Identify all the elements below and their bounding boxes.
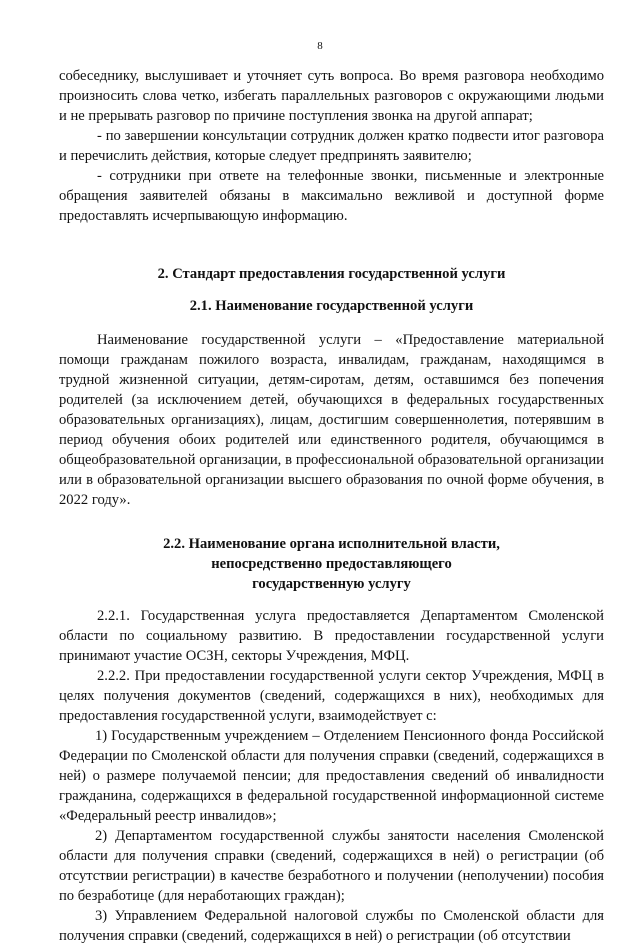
document-body (59, 66, 604, 946)
section-2-1-heading: 2.1. Наименование государственной услуги (189, 298, 474, 314)
paragraph-2-2-1: 2.2.1. Государственная услуга предоставляется Департаментом Смоленской области по социальному развитию. В предоставлении государственной услуги принимают участие ОСЗН, секторы Учреждения, МФЦ. (59, 608, 604, 664)
section-2-2-heading-line: 2.2. Наименование органа исполнительной власти, (163, 536, 500, 552)
paragraph-consultation-summary: - по завершении консультации сотрудник должен кратко подвести итог разговора и перечислить действия, которые следует предпринять заявителю; (59, 128, 604, 164)
page-number: 8 (317, 40, 323, 52)
list-item-tax-service: 3) Управлением Федеральной налоговой службы по Смоленской области для получения справки (сведений, содержащихся в ней) о регистрации (об отсутствии (59, 908, 604, 944)
paragraph-service-name: Наименование государственной услуги – «Предоставление материальной помощи гражданам пожилого возраста, инвалидам, гражданам, находящимся в трудной жизненной ситуации, детям-сиротам, детям, оставшимся без попечения родителей (за исключением детей, обучающихся в федеральных государственных образовательных организациях), лицам, достигшим совершеннолетия, потерявшим в период обучения обоих родителей или единственного родителя, обучающимся в общеобразовательной организации, в профессиональной образовательной организации или в образовательной организации высшего образования по очной форме обучения, в 2022 году». (59, 332, 604, 508)
list-item-pension-fund: 1) Государственным учреждением – Отделением Пенсионного фонда Российской Федерации по Смоленской области для получения справки (сведений, содержащихся в ней) о размере получаемой пенсии; для предоставления сведений об инвалидности гражданина, содержащихся в федеральной государственной информационной системе «Федеральный реестр инвалидов»; (59, 728, 604, 824)
section-2-heading: 2. Стандарт предоставления государственной услуги (157, 266, 506, 282)
paragraph-continuation: собеседнику, выслушивает и уточняет суть вопроса. Во время разговора необходимо произносить слова четко, избегать параллельных разговоров с окружающими людьми и не прерывать разговор по причине поступления звонка на другой аппарат; (59, 68, 604, 124)
paragraph-courtesy-rule: - сотрудники при ответе на телефонные звонки, письменные и электронные обращения заявителей обязаны в максимально вежливой и доступной форме предоставлять исчерпывающую информацию. (59, 168, 604, 224)
section-2-2-heading-line: государственную услугу (252, 576, 411, 592)
section-2-2-heading (59, 534, 604, 594)
list-item-employment-service: 2) Департаментом государственной службы занятости населения Смоленской области для получения справки (сведений, содержащихся в ней) о регистрации (об отсутствии регистрации) в качестве безработного и получении (неполучении) пособия по безработице (для неработающих граждан); (59, 828, 604, 904)
paragraph-2-2-2: 2.2.2. При предоставлении государственной услуги сектор Учреждения, МФЦ в целях получения документов (сведений, содержащихся в них), необходимых для предоставления государственной услуги, взаимодействует с: (59, 668, 604, 724)
section-2-2-heading-line: непосредственно предоставляющего (211, 556, 452, 572)
